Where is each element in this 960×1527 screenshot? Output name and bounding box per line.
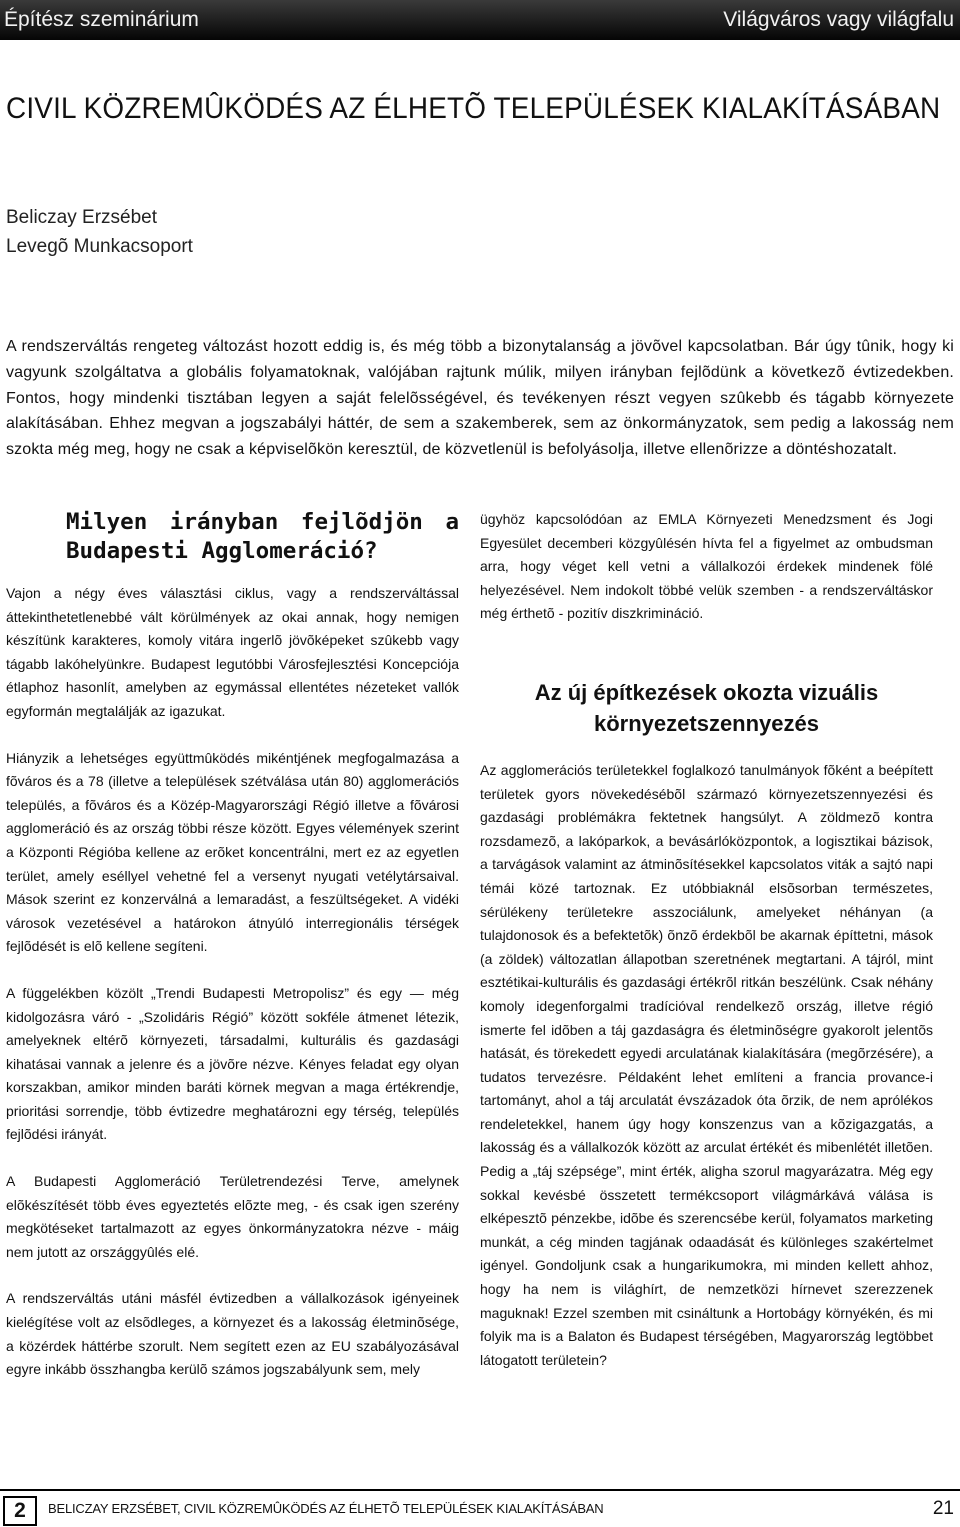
body-paragraph: Vajon a négy éves választási ciklus, vagy a rendszerváltással áttekinthetetlenebbé vált körülmények az okai annak, hogy nemigen készítünk karakteres, komoly vitára ingerlõ jövõképeket szûkebb vagy tágabb lakóhelyünkre. Budapest legutóbbi Városfejlesztési Koncepciója étlaphoz hasonlít, amelyben az egymással ellentétes nézeteket vallók egyformán megtalálják az igazukat. — [6, 585, 459, 719]
body-paragraph: A függelékben közölt „Trendi Budapesti Metropolisz” és egy — még kidolgozásra váró - „Szolidáris Régió” között sokféle átmenet létezik, amelyeknek eltérõ környezeti, társadalmi, kulturális és gazdasági kihatásai vannak a jelenre és a jövõre nézve. Kényes feladat egy olyan korszakban, amikor minden baráti körnek megvan a maga értékrendje, prioritási sorrendje, több évtizedre meghatározni egy térség, település fejlõdési irányát. — [6, 984, 459, 1143]
body-paragraph: A rendszerváltás utáni másfél évtizedben a vállalkozások igényeinek kielégítése volt az elsõdleges, a környezet és a lakosság életminõsége, a közérdek háttérbe szorult. Nem segített ezen az EU szabályozásával egyre inkább összhangba kerülõ számos jogszabályunk sem, mely — [6, 1290, 459, 1378]
author-name: Beliczay Erzsébet — [6, 207, 158, 228]
intro-paragraph: A rendszerváltás rengeteg változást hozott eddig is, és még több a bizonytalanság a jövõvel kapcsolatban. Bár úgy tûnik, hogy ki vagyunk szolgáltatva a globális folyamatoknak, valójában rajtunk múlik, milyen irányban fejlõdünk a következõ évtizedekben. Fontos, hogy mindenki tisztában legyen a saját felelõsségével, és tevékenyen részt vegyen szûkebb és tágabb környezete alakításában. Ehhez megvan a jogszabályi háttér, de sem a szakemberek, sem az önkormányzatok, sem pedig a lakosság nem szokta még meg, hogy ne csak a képviselõkön keresztül, de közvetlenül is befolyásolja, illetve ellenõrizze a döntéshozatalt. — [6, 338, 954, 459]
section-heading-direction: Milyen irányban fejlõdjön a Budapesti Agglomeráció? — [66, 509, 459, 564]
running-header-bar — [0, 0, 960, 40]
footer-running-title: BELICZAY ERZSÉBET, CIVIL KÖZREMÛKÖDÉS AZ ÉLHETÕ TELEPÜLÉSEK KIALAKÍTÁSÁBAN — [48, 1501, 604, 1516]
author-organization: Levegõ Munkacsoport — [6, 236, 193, 257]
footer-rule — [0, 1489, 960, 1491]
body-paragraph: Hiányzik a lehetséges együttmûködés mikéntjének megfogalmazása a fõváros és a 78 (illetve a települések szétválása után 80) agglomerációs település, a fõváros és a Közép-Magyarországi Régió illetve a fõvárosi agglomeráció és az ország többi része között. Egyes vélemények szerint a Központi Régióba kellene az erõket koncentrálni, mert ez az egyetlen terület, amely eséllyel vehetné fel a versenyt nyugati vetélytársaival. Mások szerint ez konzerválná a lemaradást, a feszültségeket. A vidéki városok vezetésével a határokon átnyúló interregionális térségek fejlõdését is elõ kellene segíteni. — [6, 749, 459, 955]
article-title: CIVIL KÖZREMÛKÖDÉS AZ ÉLHETÕ TELEPÜLÉSEK KIALAKÍTÁSÁBAN — [6, 92, 941, 125]
header-series-title: Építész szeminárium — [4, 8, 199, 31]
header-issue-title: Világváros vagy világfalu — [723, 8, 954, 31]
body-paragraph: Az agglomerációs területekkel foglalkozó tanulmányok fõként a beépített területek gyors növekedésébõl származó környezetszennyezési és gazdasági problémákra fektetnek hangsúlyt. A zöldmezõ kontra rozsdamezõ, a lakóparkok, a bevásárlóközpontok, a logisztikai bázisok, a tarvágások valamint az átminõsítésekkel kapcsolatos viták a sajtó napi témái közé tartoznak. Ez utóbbiaknál elsõsorban természetes, sérülékeny területekre asszociálunk, amelyeket néhányan (a tulajdonosok és a befektetõk) õnzõ érdekbõl be akarnak építtetni, mások (a zöldek) változatlan állapotban szeretnének megtartani. A tájról, mint esztétikai-kulturális és gazdasági értékrõl ritkán beszélünk. Csak néhány komoly idegenforgalmi tradícióval rendelkezõ ország, illetve régió ismerte fel idõben a táj gazdaságra és életminõségre gyakorolt jelentõs hatását, és törekedett egyedi arculatának kialakítására (megõrzésére), a tudatos tervezésre. Példaként lehet említeni a francia provance-i tartományt, ahol a táj arculatát évszázadok óta õrzik, de nem aprólékos rendeletekkel, hanem úgy hogy konszenzus van a kõzigazgatás, a lakosság és a vállalkozók között az arculat értékét és mibenlétét illetõen. Pedig a „táj szépsége”, mint érték, aligha szorul magyarázatra. Még egy sokkal kevésbé összetett termékcsoport világmárkává válása is elképesztõ pénzekbe, idõbe és szerencsébe kerül, folyamatos marketing munkát, a cég minden tagjának odaadását és különleges szakértelmet igényel. Gondoljunk csak a hungarikumokra, mi minden kellett ahhoz, hogy ha nem is világhírt, de nemzetközi hírnevet szerezzenek maguknak! Ezzel szemben mit csináltunk a Hortobágy környékén, és mi folyik ma is a Balaton és Budapest térségében, Magyarország legtöbbet látogatott területein? — [480, 761, 933, 1368]
section-heading-visual-pollution: Az új építkezések okozta vizuális környezetszennyezés — [534, 679, 879, 736]
page-number-box: 2 — [3, 1496, 37, 1526]
right-column — [480, 508, 933, 1395]
page-number: 21 — [932, 1498, 954, 1519]
body-paragraph-continued: ügyhöz kapcsolódóan az EMLA Környezeti Menedzsment és Jogi Egyesület decemberi közgyûlésén hívta fel a figyelmet az ombudsman arra, hogy véget kell vetni a vállalkozói érdekek mindenek fölé helyezésével. Nem indokolt többé velük szemben - a rendszerváltáskor még érthetõ - pozitív diszkrimináció. — [480, 511, 933, 622]
body-paragraph: A Budapesti Agglomeráció Területrendezési Terve, amelynek elõkészítését több éves egyeztetés elõzte meg, - és csak igen szerény megkötéseket tartalmazott az egyes önkormányzatokra nézve - máig nem jutott az országgyûlés elé. — [6, 1173, 459, 1260]
author-block — [6, 203, 193, 261]
left-column — [6, 508, 459, 1405]
